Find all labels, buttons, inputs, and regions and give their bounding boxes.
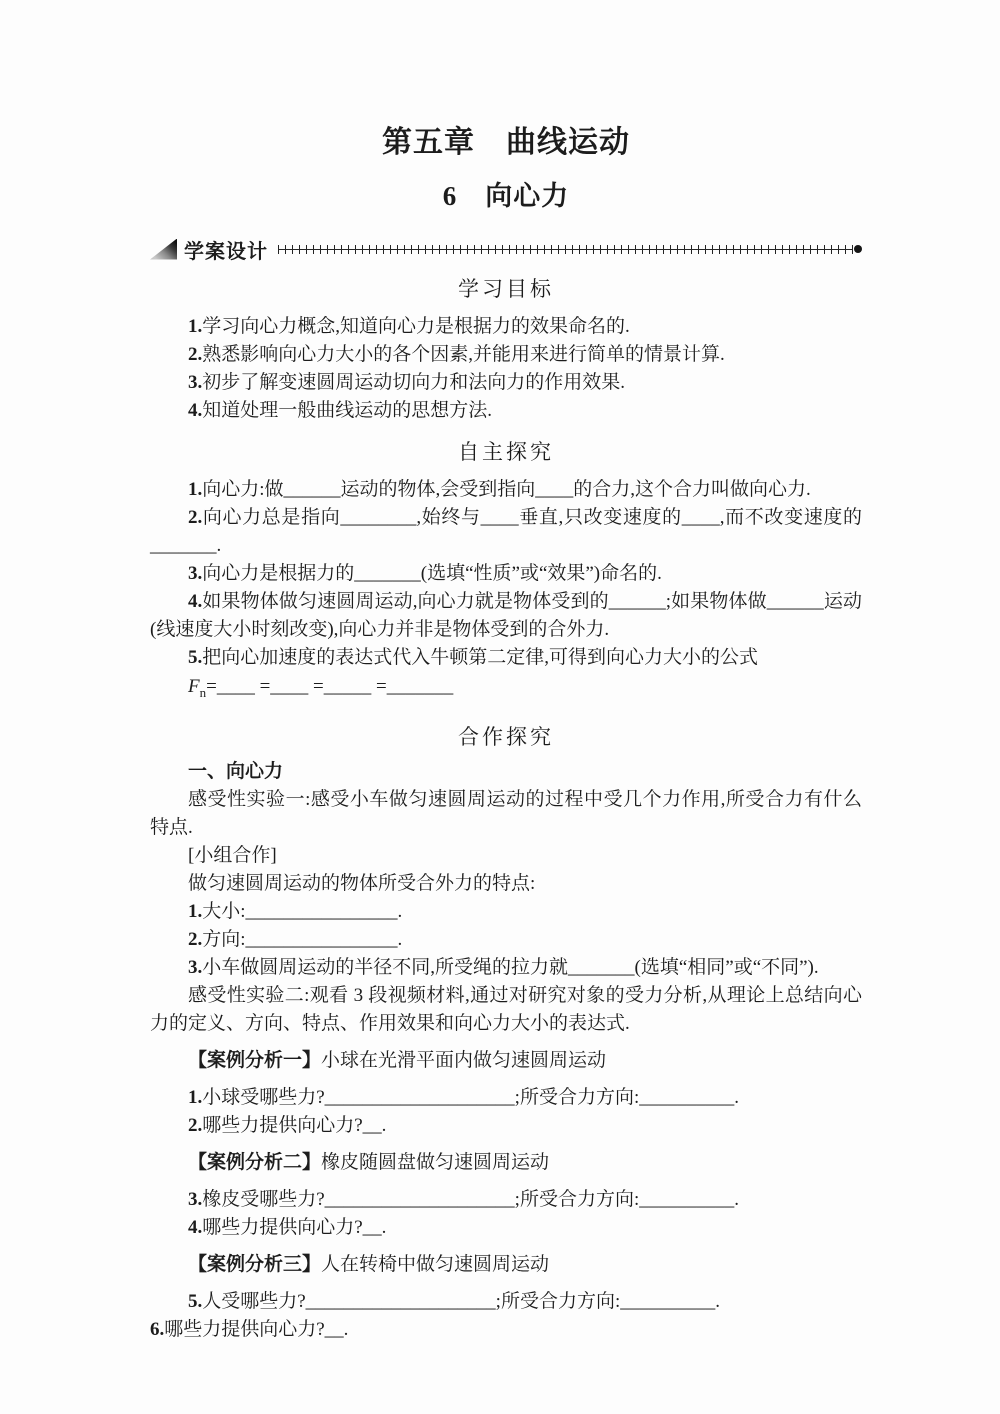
banner-label: 学案设计 <box>184 240 268 263</box>
formula-blanks: =____ =____ =_____ =_______ <box>206 676 454 697</box>
goal-item <box>150 341 862 369</box>
design-banner <box>150 236 862 262</box>
item-number: 1. <box>188 479 203 500</box>
item-text: 向心力是根据力的_______(选填“性质”或“效果”)命名的. <box>202 563 662 584</box>
case-title: 人在转椅中做匀速圆周运动 <box>321 1253 550 1275</box>
feature-item <box>150 954 862 982</box>
lesson-title: 6 向心力 <box>442 181 570 211</box>
banner-triangle-icon <box>150 239 177 260</box>
chapter-title: 第五章 曲线运动 <box>382 126 630 159</box>
cooperative-subheading: 一、向心力 <box>188 760 284 782</box>
item-number: 6. <box>150 1318 165 1340</box>
item-number: 1. <box>188 316 203 337</box>
case-title: 小球在光滑平面内做匀速圆周运动 <box>321 1049 607 1071</box>
case1-question <box>150 1084 862 1112</box>
case2-heading <box>150 1149 862 1177</box>
self-study-item <box>150 476 862 504</box>
item-text: 大小:________________. <box>202 900 403 922</box>
item-text: 熟悉影响向心力大小的各个因素,并能用来进行简单的情景计算. <box>202 344 725 365</box>
item-text: 向心力:做______运动的物体,会受到指向____的合力,这个合力叫做向心力. <box>202 479 811 500</box>
item-text: 向心力总是指向________,始终与____垂直,只改变速度的____,而不改变速度的_______. <box>150 507 862 556</box>
item-number: 3. <box>188 372 203 393</box>
item-text: 方向:________________. <box>202 928 403 950</box>
item-text: 哪些力提供向心力?__. <box>202 1216 387 1238</box>
feature-item <box>150 926 862 954</box>
item-text: 如果物体做匀速圆周运动,向心力就是物体受到的______;如果物体做______运动(线速度大小时刻改变),向心力并非是物体受到的合外力. <box>150 591 862 640</box>
item-number: 2. <box>188 1114 203 1136</box>
item-number: 4. <box>188 400 203 421</box>
experiment1-text: 感受性实验一:感受小车做匀速圆周运动的过程中受几个力作用,所受合力有什么特点. <box>150 788 862 838</box>
item-number: 2. <box>188 507 203 528</box>
item-text: 小球受哪些力?____________________;所受合力方向:__________. <box>202 1086 739 1108</box>
item-text: 人受哪些力?____________________;所受合力方向:__________. <box>202 1290 720 1312</box>
case2-question <box>150 1186 862 1214</box>
formula-subscript: n <box>199 684 207 700</box>
goal-item <box>150 313 862 341</box>
item-number: 2. <box>188 344 203 365</box>
banner-dashed-line <box>278 245 853 254</box>
goal-item <box>150 369 862 397</box>
feature-item <box>150 898 862 926</box>
item-number: 3. <box>188 956 203 978</box>
item-number: 5. <box>188 647 203 668</box>
item-text: 把向心加速度的表达式代入牛顿第二定律,可得到向心力大小的公式 <box>202 647 759 668</box>
goal-item <box>150 397 862 425</box>
case1-heading <box>150 1047 862 1075</box>
case2-question <box>150 1214 862 1242</box>
item-number: 2. <box>188 928 203 950</box>
self-study-item <box>150 504 862 560</box>
item-text: 知道处理一般曲线运动的思想方法. <box>202 400 493 421</box>
case-tag: 【案例分析一】 <box>188 1049 322 1071</box>
case-tag: 【案例分析三】 <box>188 1253 322 1275</box>
case1-question <box>150 1112 862 1140</box>
section-heading-self-study: 自主探究 <box>458 441 554 464</box>
item-number: 1. <box>188 1086 203 1108</box>
item-text: 小车做圆周运动的半径不同,所受绳的拉力就_______(选填“相同”或“不同”). <box>202 956 819 978</box>
banner-end-dot-icon <box>854 245 862 253</box>
section-heading-cooperative: 合作探究 <box>458 725 554 749</box>
item-text: 橡皮受哪些力?____________________;所受合力方向:__________. <box>202 1188 739 1210</box>
case-title: 橡皮随圆盘做匀速圆周运动 <box>321 1151 550 1173</box>
item-number: 5. <box>188 1290 203 1312</box>
experiment2-text: 感受性实验二:观看 3 段视频材料,通过对研究对象的受力分析,从理论上总结向心力的定义、方向、特点、作用效果和向心力大小的表达式. <box>150 984 862 1034</box>
item-number: 1. <box>188 900 203 922</box>
case3-question <box>150 1288 862 1316</box>
section-heading-goals: 学习目标 <box>458 278 554 301</box>
group-note: [小组合作] <box>188 844 277 866</box>
item-text: 初步了解变速圆周运动切向力和法向力的作用效果. <box>202 372 626 393</box>
formula-symbol: F <box>188 676 200 697</box>
case-tag: 【案例分析二】 <box>188 1151 322 1173</box>
centripetal-force-formula <box>150 672 862 708</box>
case3-question <box>150 1316 862 1344</box>
feature-lead: 做匀速圆周运动的物体所受合外力的特点: <box>188 872 536 894</box>
item-text: 学习向心力概念,知道向心力是根据力的效果命名的. <box>202 316 630 337</box>
self-study-item <box>150 588 862 644</box>
item-text: 哪些力提供向心力?__. <box>164 1318 349 1340</box>
item-text: 哪些力提供向心力?__. <box>202 1114 387 1136</box>
item-number: 4. <box>188 1216 203 1238</box>
item-number: 3. <box>188 1188 203 1210</box>
item-number: 3. <box>188 563 203 584</box>
case3-heading <box>150 1251 862 1279</box>
self-study-item <box>150 644 862 672</box>
item-number: 4. <box>188 591 203 612</box>
self-study-item <box>150 560 862 588</box>
